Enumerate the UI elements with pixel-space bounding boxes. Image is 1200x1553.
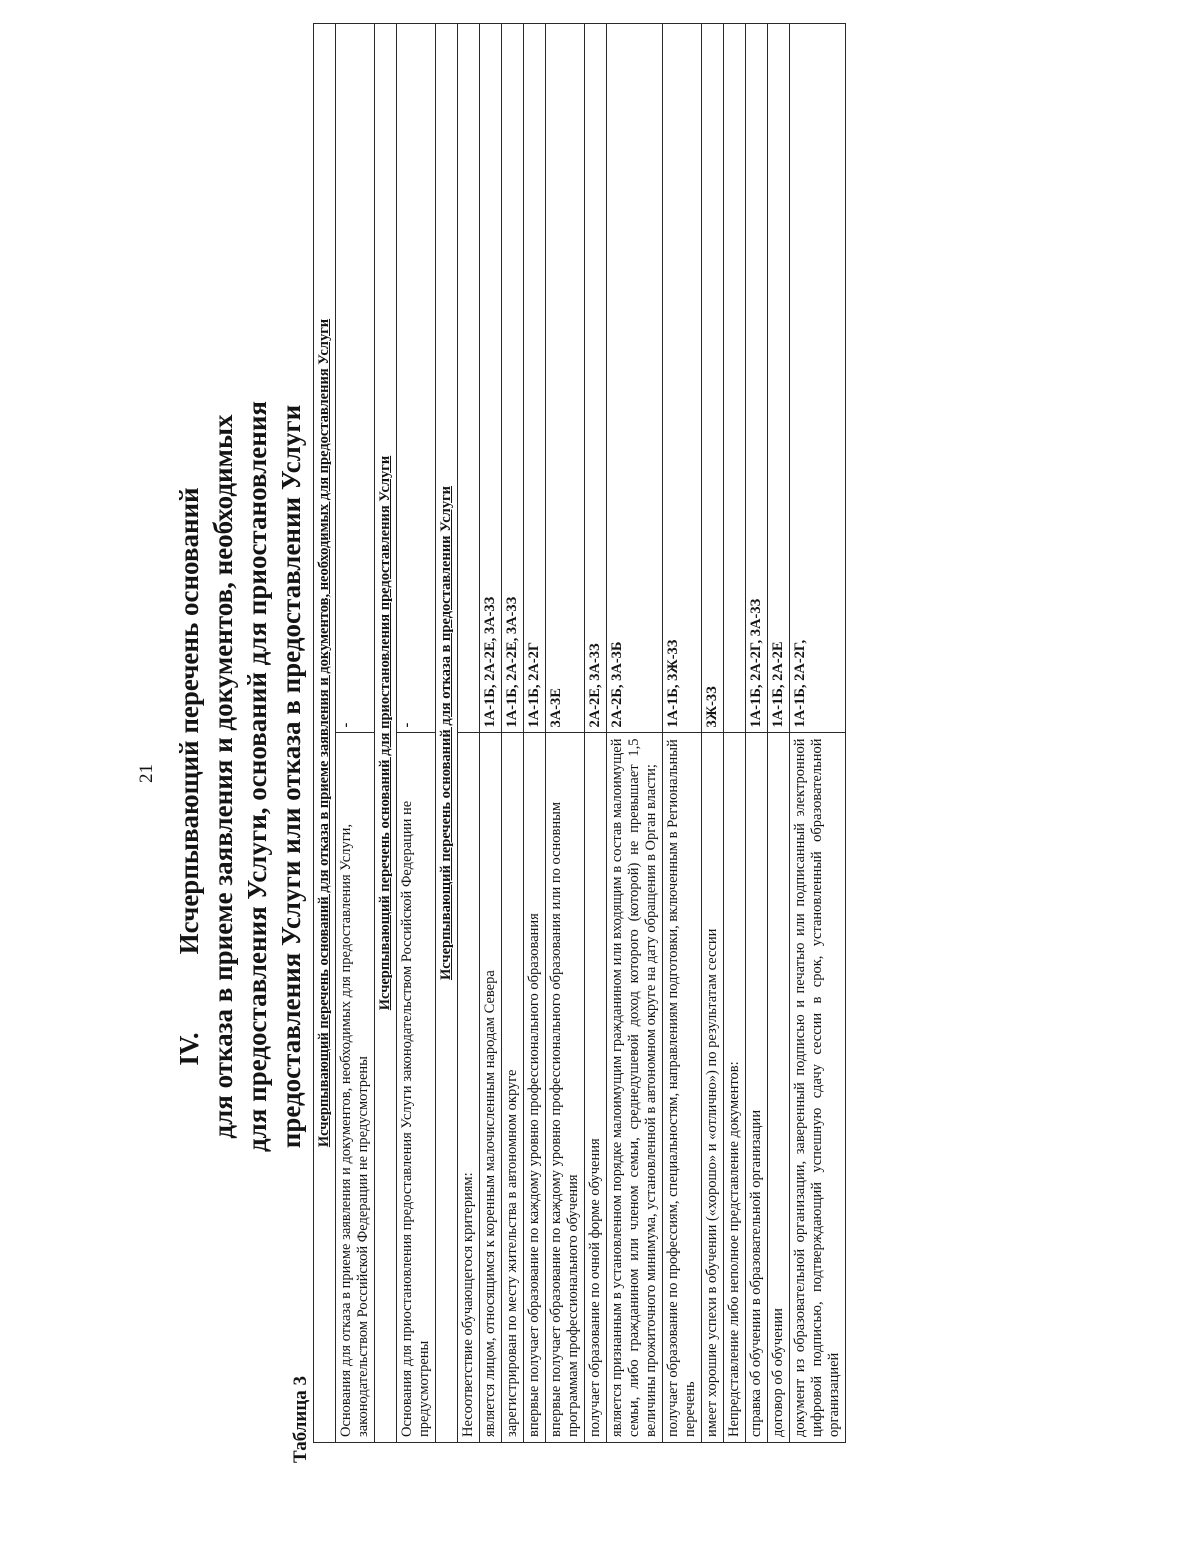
section-header-text: Исчерпывающий перечень оснований для отказа в предоставлении Услуги bbox=[436, 24, 458, 1443]
table-row bbox=[458, 24, 480, 1443]
heading-line-1 bbox=[172, 70, 206, 1483]
table-row bbox=[546, 24, 585, 1443]
row-text: Основания для отказа в приеме заявления и документов, необходимых для предоставления Услуги, законодательством Российской Федерации не предусмотрены bbox=[336, 733, 375, 1443]
section-heading bbox=[172, 70, 308, 1483]
table-section-header bbox=[436, 24, 458, 1443]
table-row bbox=[585, 24, 607, 1443]
row-text: документ из образовательной организации, заверенный подписью и печатью или подписанный электронной цифровой подписью, подтверждающий успешную сдачу сессии в срок, установленный образовательной организацией bbox=[790, 733, 846, 1443]
row-code: 1А-1Б, 2А-2Е bbox=[768, 24, 790, 734]
table-row bbox=[480, 24, 502, 1443]
row-text: впервые получает образование по каждому уровню профессионального образования или по основным программам профессионального обучения bbox=[546, 733, 585, 1443]
table-row bbox=[524, 24, 546, 1443]
table-row bbox=[790, 24, 846, 1443]
row-text: Основания для приостановления предоставления Услуги законодательством Российской Федерации не предусмотрены bbox=[397, 733, 436, 1443]
row-text: зарегистрирован по месту жительства в автономном округе bbox=[502, 733, 524, 1443]
table-row bbox=[336, 24, 375, 1443]
table-row bbox=[397, 24, 436, 1443]
row-code: 1А-1Б, 2А-2Г, bbox=[790, 24, 846, 734]
table-row bbox=[702, 24, 724, 1443]
table-row bbox=[663, 24, 702, 1443]
row-text: получает образование по профессиям, специальностям, направлениям подготовки, включенным в Региональный перечень bbox=[663, 733, 702, 1443]
table-row bbox=[502, 24, 524, 1443]
row-text: договор об обучении bbox=[768, 733, 790, 1443]
row-code: 1А-1Б, 3Ж-3З bbox=[663, 24, 702, 734]
row-code bbox=[724, 24, 746, 734]
section-header-text: Исчерпывающий перечень оснований для приостановления предоставления Услуги bbox=[375, 24, 397, 1443]
row-code: 3Ж-3З bbox=[702, 24, 724, 734]
table-label: Таблица 3 bbox=[290, 1375, 311, 1463]
row-text: получает образование по очной форме обучения bbox=[585, 733, 607, 1443]
row-code: 2А-2Б, 3А-3Б bbox=[607, 24, 663, 734]
row-code: 1А-1Б, 2А-2Е, 3А-3З bbox=[502, 24, 524, 734]
heading-title: Исчерпывающий перечень оснований bbox=[174, 487, 204, 955]
row-code: 1А-1Б, 2А-2Г bbox=[524, 24, 546, 734]
table-body bbox=[314, 24, 846, 1443]
row-text: Несоответствие обучающегося критериям: bbox=[458, 733, 480, 1443]
heading-line-4: предоставления Услуги или отказа в предоставлении Услуги bbox=[276, 404, 306, 1149]
row-text: имеет хорошие успехи в обучении («хорошо» и «отлично») по результатам сессии bbox=[702, 733, 724, 1443]
heading-roman-numeral: IV. bbox=[174, 1032, 204, 1066]
table-row bbox=[724, 24, 746, 1443]
grounds-table bbox=[313, 23, 846, 1443]
heading-line-2: для отказа в приеме заявления и документов, необходимых bbox=[208, 414, 238, 1139]
page-number: 21 bbox=[136, 764, 157, 783]
table-section-header bbox=[314, 24, 336, 1443]
row-text: Непредставление либо неполное представление документов: bbox=[724, 733, 746, 1443]
row-code bbox=[458, 24, 480, 734]
table-section-header bbox=[375, 24, 397, 1443]
row-code: 1А-1Б, 2А-2Г, 3А-3З bbox=[746, 24, 768, 734]
table-row bbox=[746, 24, 768, 1443]
row-code: 3А-3Е bbox=[546, 24, 585, 734]
row-text: является лицом, относящимся к коренным малочисленным народам Севера bbox=[480, 733, 502, 1443]
row-code: - bbox=[336, 24, 375, 734]
row-text: впервые получает образование по каждому уровню профессионального образования bbox=[524, 733, 546, 1443]
row-text: является признанным в установленном порядке малоимущим гражданином или входящим в состав малоимущей семьи, либо гражданином или членом семьи, среднедушевой доход которого (которой) не превышает 1,5 величины прожиточного минимума, установленной в автономном округе на дату обращения в Орган власти; bbox=[607, 733, 663, 1443]
heading-line-3: для предоставления Услуги, оснований для приостановления bbox=[242, 401, 272, 1152]
table-row bbox=[607, 24, 663, 1443]
section-header-text: Исчерпывающий перечень оснований для отказа в приеме заявления и документов, необходимых для предоставления Услуги bbox=[314, 24, 336, 1443]
row-code: - bbox=[397, 24, 436, 734]
row-text: справка об обучении в образовательной организации bbox=[746, 733, 768, 1443]
row-code: 2А-2Е, 3А-3З bbox=[585, 24, 607, 734]
table-row bbox=[768, 24, 790, 1443]
row-code: 1А-1Б, 2А-2Е, 3А-3З bbox=[480, 24, 502, 734]
